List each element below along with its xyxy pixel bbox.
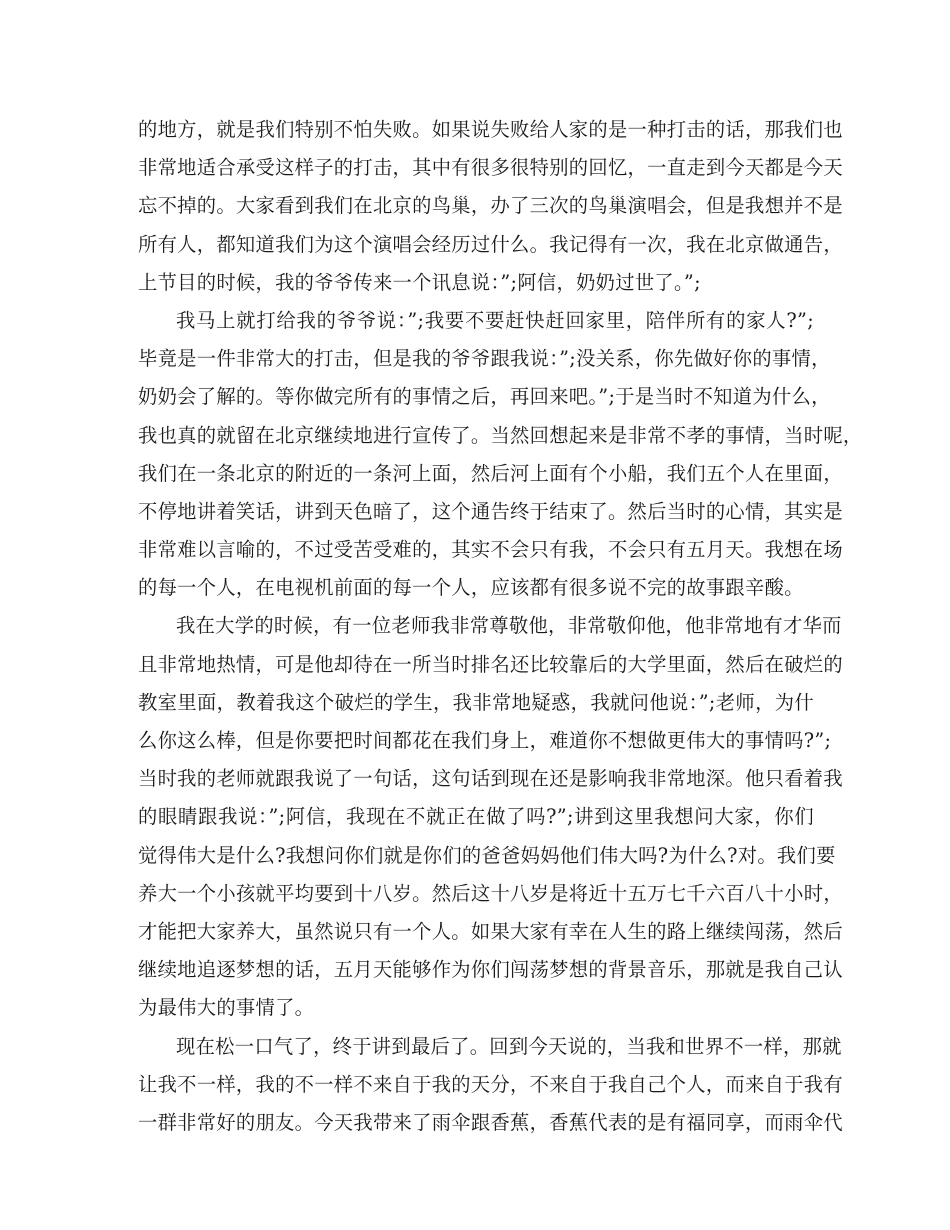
text-line: 且非常地热情，可是他却待在一所当时排名还比较靠后的大学里面，然后在破烂的: [138, 652, 843, 676]
paragraph: [138, 607, 843, 1027]
text-line: 觉得伟大是什么?我想问你们就是你们的爸爸妈妈他们伟大吗?为什么?对。我们要: [138, 843, 836, 867]
text-line: 的每一个人，在电视机前面的每一个人，应该都有很多说不完的故事跟辛酸。: [138, 576, 804, 600]
text-line: 上节目的时候，我的爷爷传来一个讯息说：”;阿信，奶奶过世了。”;: [138, 270, 701, 294]
text-line: 才能把大家养大，虽然说只有一个人。如果大家有幸在人生的路上继续闯荡，然后: [138, 919, 843, 943]
text-line: 一群非常好的朋友。今天我带来了雨伞跟香蕉，香蕉代表的是有福同享，而雨伞代: [138, 1110, 843, 1134]
paragraph: [138, 111, 843, 302]
text-line: 养大一个小孩就平均要到十八岁。然后这十八岁是将近十五万七千六百八十小时，: [138, 881, 843, 905]
text-line: 我也真的就留在北京继续地进行宣传了。当然回想起来是非常不孝的事情，当时呢，: [138, 423, 863, 447]
paragraph: [138, 1028, 843, 1143]
document-body-text: [138, 111, 863, 1142]
text-line: 继续地追逐梦想的话，五月天能够作为你们闯荡梦想的背景音乐，那就是我自己认: [138, 958, 843, 982]
text-line: 教室里面，教着我这个破烂的学生，我非常地疑惑，我就问他说：”;老师，为什: [138, 690, 814, 714]
text-line: 非常地适合承受这样子的打击，其中有很多很特别的回忆，一直走到今天都是今天: [138, 156, 843, 180]
text-line: 么你这么棒，但是你要把时间都花在我们身上，难道你不想做更伟大的事情吗?”;: [138, 729, 832, 752]
text-line: 的眼睛跟我说：”;阿信，我现在不就正在做了吗?”;讲到这里我想问大家，你们: [138, 805, 814, 829]
text-line: 为最伟大的事情了。: [138, 996, 315, 1020]
text-line: 忘不掉的。大家看到我们在北京的鸟巢，办了三次的鸟巢演唱会，但是我想并不是: [138, 194, 843, 218]
text-line: 不停地讲着笑话，讲到天色暗了，这个通告终于结束了。然后当时的心情，其实是: [138, 499, 843, 523]
text-line: 毕竟是一件非常大的打击，但是我的爷爷跟我说：”;没关系，你先做好你的事情，: [138, 347, 831, 371]
text-line: 我们在一条北京的附近的一条河上面，然后河上面有个小船，我们五个人在里面，: [138, 461, 843, 485]
paragraph: [138, 302, 863, 608]
text-line: 奶奶会了解的。等你做完所有的事情之后，再回来吧。”;于是当时不知道为什么，: [138, 385, 831, 409]
text-line: 所有人，都知道我们为这个演唱会经历过什么。我记得有一次，我在北京做通告，: [138, 232, 843, 256]
text-line: 我在大学的时候，有一位老师我非常尊敬他，非常敬仰他，他非常地有才华而: [176, 614, 842, 638]
text-line: 现在松一口气了，终于讲到最后了。回到今天说的，当我和世界不一样，那就: [176, 1034, 842, 1058]
text-line: 当时我的老师就跟我说了一句话，这句话到现在还是影响我非常地深。他只看着我: [138, 767, 843, 791]
text-line: 非常难以言喻的，不过受苦受难的，其实不会只有我，不会只有五月天。我想在场: [138, 538, 843, 562]
text-line: 的地方，就是我们特别不怕失败。如果说失败给人家的是一种打击的话，那我们也: [138, 118, 843, 141]
text-line: 让我不一样，我的不一样不来自于我的天分，不来自于我自己个人，而来自于我有: [138, 1072, 843, 1096]
text-line: 我马上就打给我的爷爷说：”;我要不要赶快赶回家里，陪伴所有的家人?”;: [176, 308, 814, 332]
